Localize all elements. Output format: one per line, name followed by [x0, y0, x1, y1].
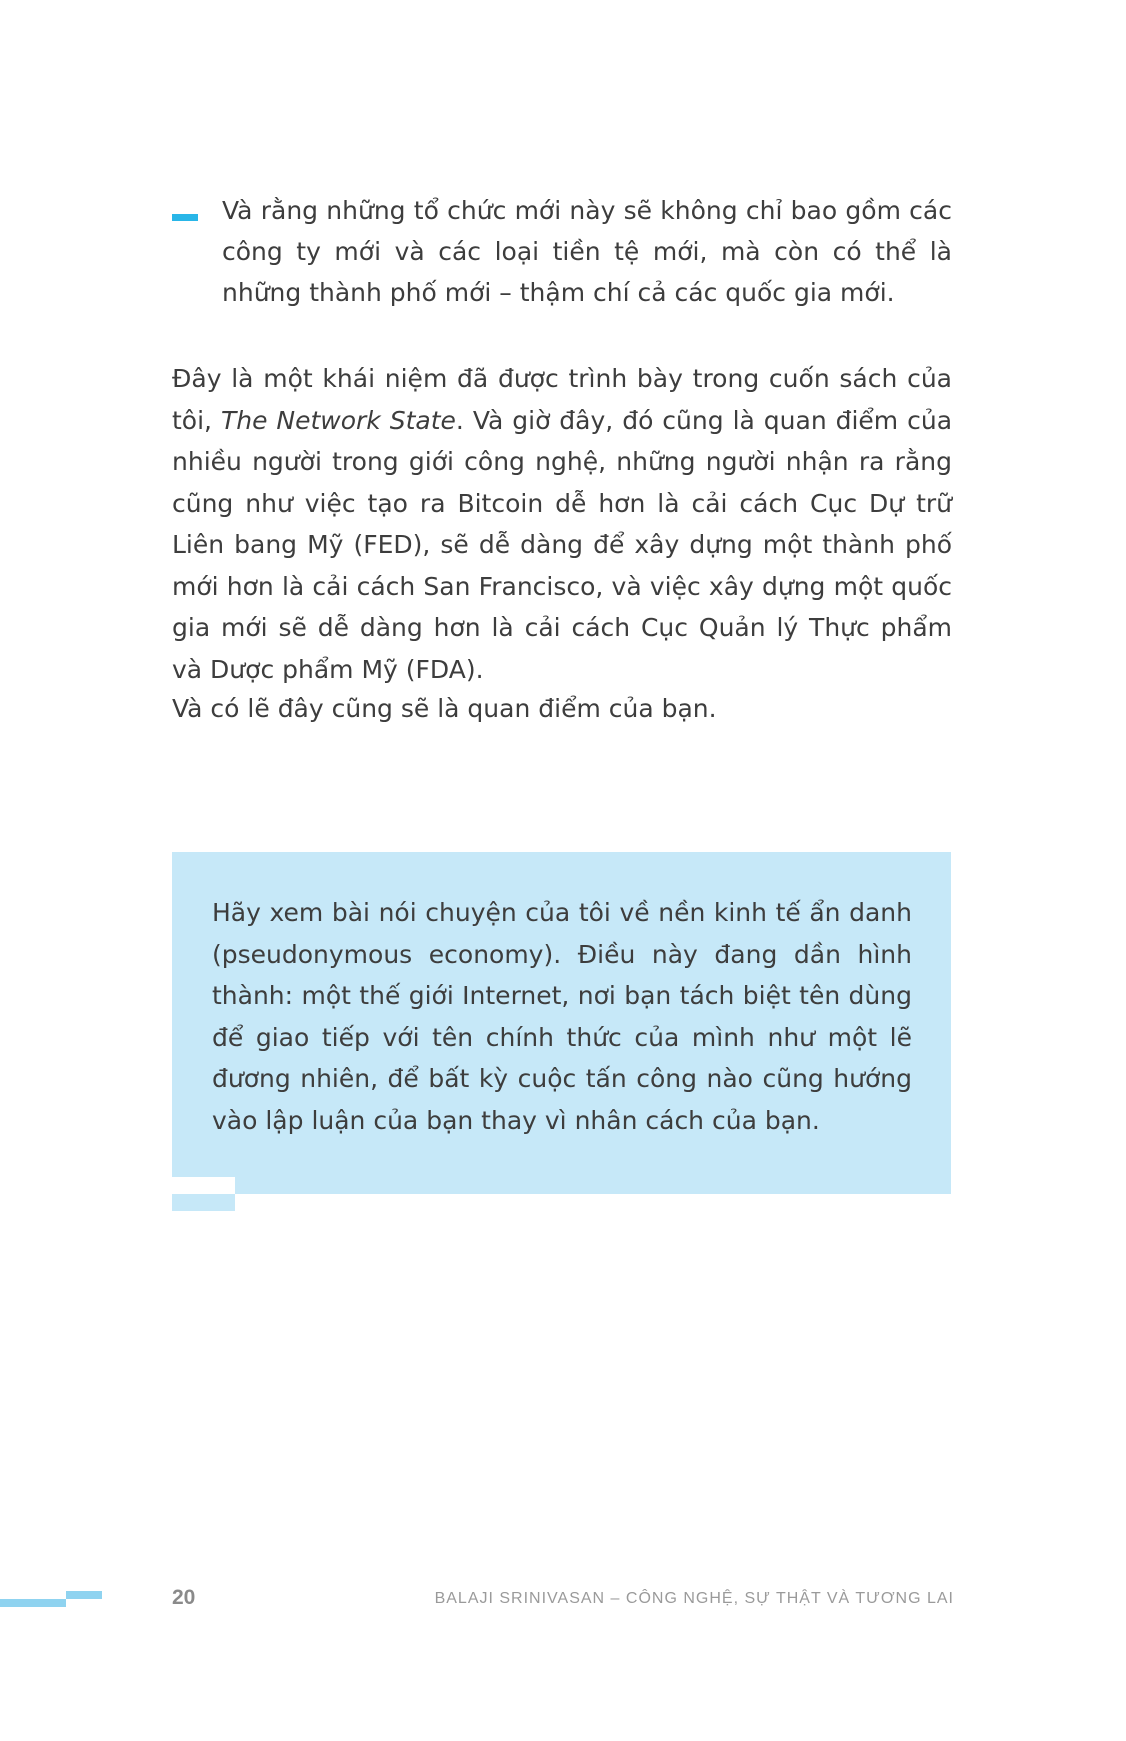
- paragraph-text-end: . Và giờ đây, đó cũng là quan điểm của nhiều người trong giới công nghệ, những người nhận ra rằng cũng như việc tạo ra Bitcoin dễ hơn là cải cách Cục Dự trữ Liên bang Mỹ (FED), sẽ dễ dàng để xây dựng một thành phố mới hơn là cải cách San Francisco, và việc xây dựng một quốc gia mới sẽ dễ dàng hơn là cải cách Cục Quản lý Thực phẩm và Dược phẩm Mỹ (FDA).: [172, 405, 953, 684]
- callout-corner-notch: [172, 1177, 235, 1194]
- page-number: 20: [172, 1586, 196, 1609]
- footer-bar-step-decoration: [66, 1591, 102, 1599]
- body-paragraph-1: [172, 358, 952, 690]
- book-title: The Network State: [220, 405, 456, 435]
- bullet-marker-icon: [172, 214, 198, 221]
- body-paragraph-2: Và có lẽ đây cũng sẽ là quan điểm của bạn.: [172, 694, 717, 723]
- bullet-text: Và rằng những tổ chức mới này sẽ không chỉ bao gồm các công ty mới và các loại tiền tệ mới, mà còn có thể là những thành phố mới – thậm chí cả các quốc gia mới.: [222, 196, 952, 307]
- callout-box: [172, 852, 951, 1194]
- callout-text: Hãy xem bài nói chuyện của tôi về nền kinh tế ẩn danh (pseudonymous economy). Điều này đang dần hình thành: một thế giới Internet, nơi bạn tách biệt tên dùng để giao tiếp với tên chính thức của mình như một lẽ đương nhiên, để bất kỳ cuộc tấn công nào cũng hướng vào lập luận của bạn thay vì nhân cách của bạn.: [212, 898, 912, 1135]
- callout-tab-decoration: [172, 1194, 235, 1211]
- paragraph-text-start: Đây là một khái niệm đã được trình bày trong cuốn sách của tôi,: [172, 364, 952, 435]
- running-head: BALAJI SRINIVASAN – CÔNG NGHỆ, SỰ THẬT VÀ TƯƠNG LAI: [434, 1590, 954, 1607]
- footer-bar-decoration: [0, 1599, 66, 1607]
- bullet-item: [172, 190, 952, 313]
